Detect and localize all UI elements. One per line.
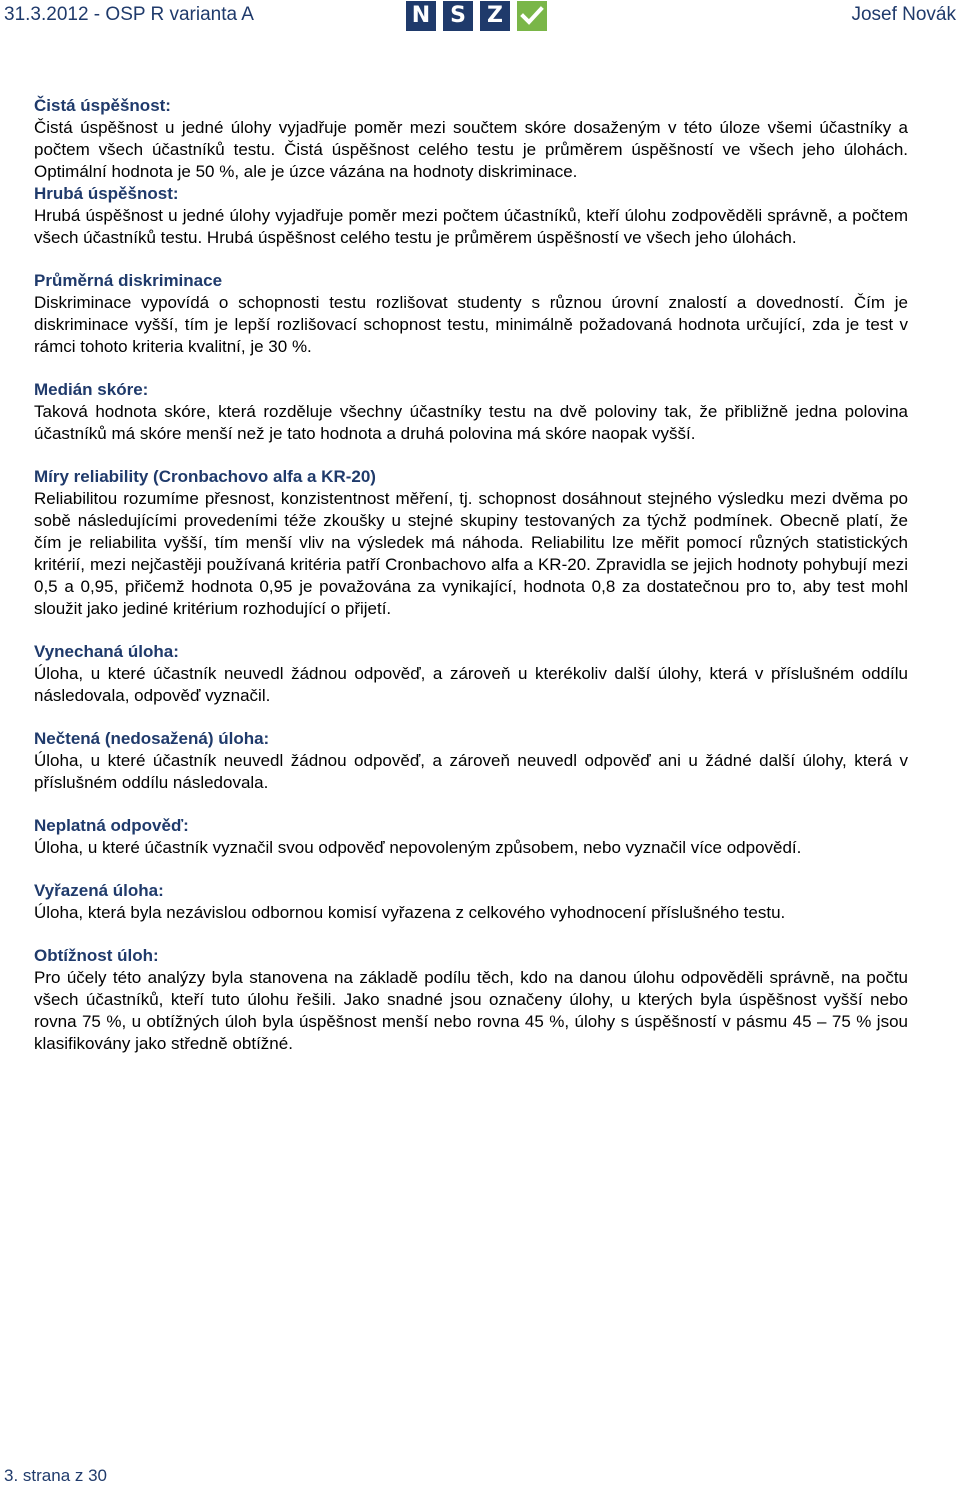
section-vynechana-uloha bbox=[34, 641, 908, 707]
section-heading: Čistá úspěšnost: bbox=[34, 96, 171, 115]
section-text: Hrubá úspěšnost u jedné úlohy vyjadřuje poměr mezi počtem účastníků, kteří úlohu zodpověděli správně, a počtem všech účastníků testu. Hrubá úspěšnost celého testu je průměrem úspěšností ve všech jeho úlohách. bbox=[34, 206, 908, 247]
page-number: 3. strana z 30 bbox=[4, 1466, 108, 1485]
section-text: Taková hodnota skóre, která rozděluje všechny účastníky testu na dvě poloviny tak, že přibližně jedna polovina účastníků má skóre menší než je tato hodnota a druhá polovina má skóre naopak vyšší. bbox=[34, 402, 908, 443]
header-date-title: 31.3.2012 - OSP R varianta A bbox=[4, 4, 254, 25]
section-text: Úloha, u které účastník neuvedl žádnou odpověď, a zároveň neuvedl odpověď ani u žádné další úlohy, která v příslušném oddílu následovala. bbox=[34, 751, 908, 792]
section-text: Úloha, u které účastník vyznačil svou odpověď nepovoleným způsobem, nebo vyznačil více odpovědí. bbox=[34, 838, 802, 857]
section-obtiznost-uloh bbox=[34, 945, 908, 1055]
section-cista-uspesnost bbox=[34, 95, 908, 183]
section-heading: Míry reliability (Cronbachovo alfa a KR-20) bbox=[34, 467, 376, 486]
logo-letter-s: S bbox=[443, 1, 473, 31]
section-heading: Obtížnost úloh: bbox=[34, 946, 159, 965]
section-heading: Vynechaná úloha: bbox=[34, 642, 179, 661]
section-heading: Neplatná odpověď: bbox=[34, 816, 189, 835]
section-text: Diskriminace vypovídá o schopnosti testu rozlišovat studenty s různou úrovní znalostí a dovedností. Čím je diskriminace vyšší, tím je lepší rozlišovací schopnost testu, minimálně požadovaná hodnota určující, zda je test v rámci tohoto kriteria kvalitní, je 30 %. bbox=[34, 293, 908, 356]
header-author: Josef Novák bbox=[851, 4, 956, 25]
section-text: Úloha, u které účastník neuvedl žádnou odpověď, a zároveň u kterékoliv další úlohy, která v příslušném oddílu následovala, odpověď vyznačil. bbox=[34, 664, 908, 705]
glossary-content bbox=[34, 95, 908, 1055]
section-text: Čistá úspěšnost u jedné úlohy vyjadřuje poměr mezi součtem skóre dosaženým v této úloze všemi účastníky a počtem všech účastníků testu. Čistá úspěšnost celého testu je průměrem úspěšností ve všech jeho úlohách. Optimální hodnota je 50 %, ale je úzce vázána na hodnoty diskriminace. bbox=[34, 118, 908, 181]
logo-letter-z: Z bbox=[480, 1, 510, 31]
section-vyrazena-uloha bbox=[34, 880, 908, 924]
section-median-skore bbox=[34, 379, 908, 445]
check-icon bbox=[517, 1, 547, 31]
section-prumerna-diskriminace bbox=[34, 270, 908, 358]
section-hruba-uspesnost bbox=[34, 183, 908, 249]
logo-letter-n: N bbox=[406, 1, 436, 31]
nsz-logo bbox=[406, 1, 547, 31]
section-text: Pro účely této analýzy byla stanovena na základě podílu těch, kdo na danou úlohu odpověděli správně, na počtu všech účastníků, kteří tuto úlohu řešili. Jako snadné jsou označeny úlohy, u kterých byla úspěšnost vyšší nebo rovna 75 %, u obtížných úloh byla úspěšnost menší nebo rovna 45 %, úlohy s úspěšností v pásmu 45 – 75 % jsou klasifikovány jako středně obtížné. bbox=[34, 968, 908, 1053]
section-heading: Medián skóre: bbox=[34, 380, 149, 399]
section-text: Reliabilitou rozumíme přesnost, konzistentnost měření, tj. schopnost dosáhnout stejného výsledku mezi dvěma po sobě následujícími provedeními téže zkoušky u stejné skupiny testovaných za týchž podmínek. Obecně platí, že čím je reliabilita vyšší, tím menší vliv na výsledek má náhoda. Reliabilitu lze měřit pomocí různých statistických kritérií, mezi nejčastěji používaná kritéria patří Cronbachovo alfa a KR-20. Zpravidla se jejich hodnoty pohybují mezi 0,5 a 0,95, přičemž hodnota 0,95 je považována za vynikající, hodnota 0,8 za dostatečnou pro to, aby test mohl sloužit jako jediné kritérium rozhodující o přijetí. bbox=[34, 489, 908, 618]
section-heading: Vyřazená úloha: bbox=[34, 881, 164, 900]
section-miry-reliability bbox=[34, 466, 908, 620]
section-nectena-uloha bbox=[34, 728, 908, 794]
section-neplatna-odpoved bbox=[34, 815, 908, 859]
section-text: Úloha, která byla nezávislou odbornou komisí vyřazena z celkového vyhodnocení příslušného testu. bbox=[34, 903, 786, 922]
section-heading: Průměrná diskriminace bbox=[34, 271, 223, 290]
section-heading: Hrubá úspěšnost: bbox=[34, 184, 179, 203]
section-heading: Nečtená (nedosažená) úloha: bbox=[34, 729, 270, 748]
page-header bbox=[0, 0, 960, 34]
